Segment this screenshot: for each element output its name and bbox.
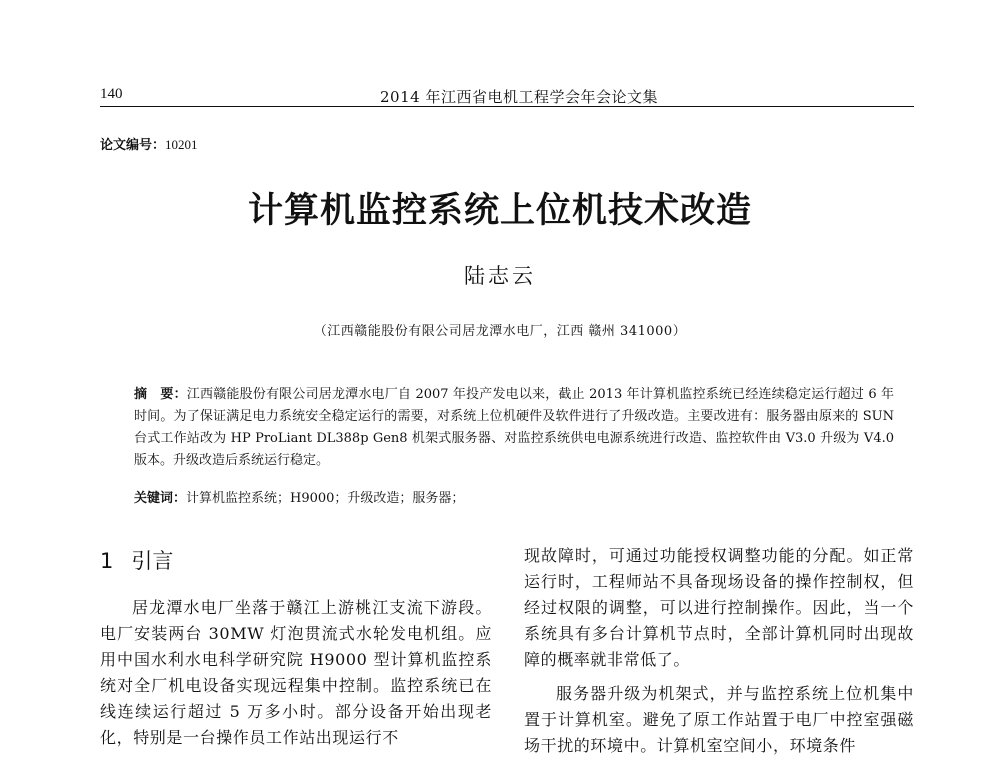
author-name: 陆志云 <box>464 264 536 288</box>
section-number: 1 <box>100 549 114 573</box>
abstract-label: 摘 要： <box>134 387 187 402</box>
author-affiliation: （江西赣能股份有限公司居龙潭水电厂，江西 赣州 341000） <box>313 324 687 339</box>
keywords <box>134 488 894 510</box>
right-column <box>524 543 914 759</box>
abstract-text: 江西赣能股份有限公司居龙潭水电厂自 2007 年投产发电以来，截止 2013 年计算机监控系统已经连续稳定运行超过 6 年时间。为了保证满足电力系统安全稳定运行的需要，对系统上位机硬件及软件进行了升级改造。主要改进有：服务器由原来的 SUN 台式工作站改为 HP ProLiant DL388p Gen8 机架式服务器、对监控系统供电电源系统进行改造、监控软件由 V3.0 升级为 V4.0 版本。升级改造后系统运行稳定。 <box>134 387 894 468</box>
page-header <box>100 86 914 110</box>
section-heading-introduction <box>100 545 173 575</box>
paper-number-value: 10201 <box>165 137 198 152</box>
header-rule <box>100 106 914 107</box>
paper-number <box>100 134 198 153</box>
page-number: 140 <box>100 86 123 102</box>
body-paragraph: 服务器升级为机架式，并与监控系统上位机集中置于计算机室。避免了原工作站置于电厂中控室强磁场干扰的环境中。计算机室空间小，环境条件 <box>524 684 914 755</box>
keywords-label: 关键词： <box>134 491 187 506</box>
left-column <box>100 595 492 751</box>
paper-title: 计算机监控系统上位机技术改造 <box>247 191 752 231</box>
section-title: 引言 <box>131 549 174 573</box>
keywords-text: 计算机监控系统；H9000；升级改造；服务器； <box>186 491 465 506</box>
running-title: 2014 年江西省电机工程学会年会论文集 <box>380 88 658 106</box>
body-paragraph: 居龙潭水电厂坐落于赣江上游桃江支流下游段。电厂安装两台 30MW 灯泡贯流式水轮发电机组。应用中国水利水电科学研究院 H9000 型计算机监控系统对全厂机电设备实现远程集中控制。监控系统已在线连续运行超过 5 万多小时。部分设备开始出现老化，特别是一台操作员工作站出现运行不 <box>100 598 492 747</box>
body-paragraph: 现故障时，可通过功能授权调整功能的分配。如正常运行时，工程师站不具备现场设备的操作控制权，但经过权限的调整，可以进行控制操作。因此，当一个系统具有多台计算机节点时，全部计算机同时出现故障的概率就非常低了。 <box>524 546 914 669</box>
paper-number-label: 论文编号： <box>100 138 166 153</box>
abstract <box>134 384 894 472</box>
